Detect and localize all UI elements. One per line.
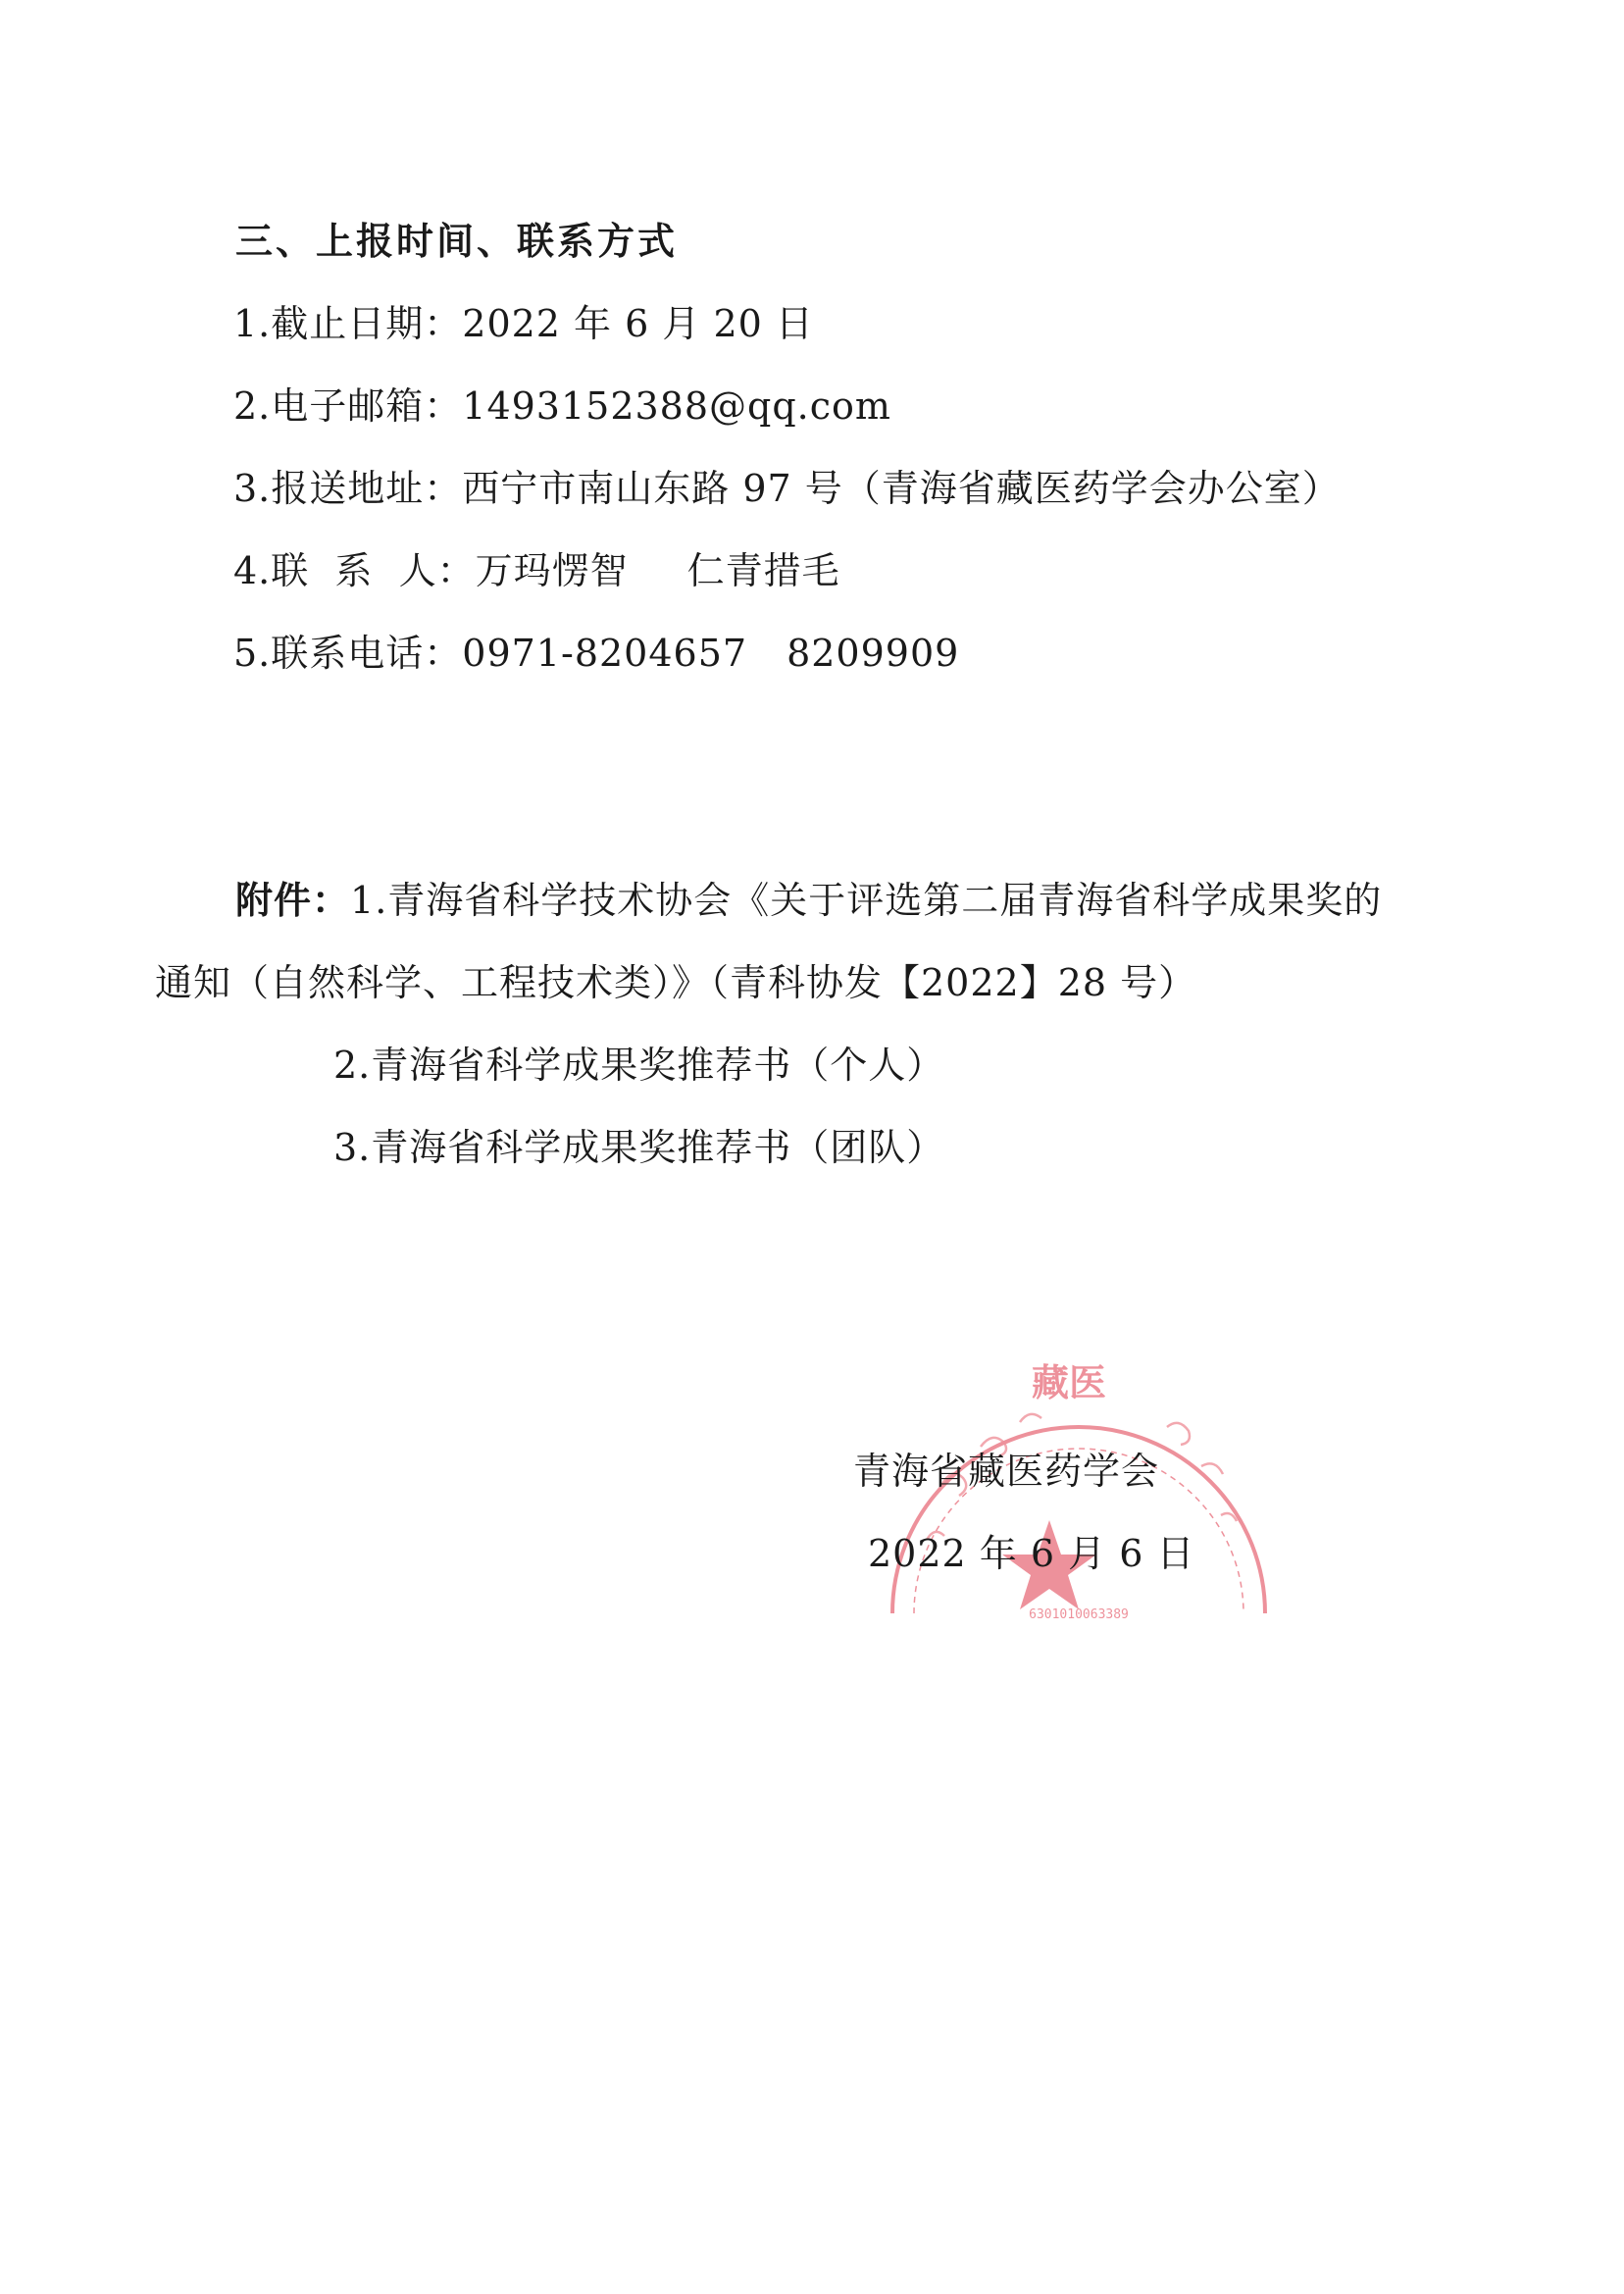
contact-value-secondary: 仁青措毛 [686, 549, 840, 592]
attachment-item-1-cont: 通知（自然科学、工程技术类）》（青科协发【2022】28 号） [155, 961, 1197, 1004]
contact-value: 0971-8204657 [462, 632, 748, 675]
contact-value: 万玛愣智 [475, 549, 629, 592]
attachments-label: 附件： [235, 878, 351, 922]
contact-label: 1.截止日期： [233, 302, 463, 345]
attachment-text: 1.青海省科学技术协会《关于评选第二届青海省科学成果奖的 [350, 879, 1383, 922]
attachment-item-2: 2.青海省科学成果奖推荐书（个人） [333, 1044, 945, 1087]
contact-email [233, 382, 891, 430]
contact-address [233, 465, 1341, 512]
contact-value: 1493152388@qq.com [462, 384, 891, 428]
attachment-item-3: 3.青海省科学成果奖推荐书（团队） [333, 1126, 945, 1169]
attachment-item-1 [235, 877, 1382, 924]
contact-value-secondary: 8209909 [787, 632, 960, 675]
seal-serial: 6301010063389 [1029, 1607, 1129, 1622]
contact-label: 4.联 系 人： [233, 549, 476, 592]
signature-organization: 青海省藏医药学会 [853, 1450, 1160, 1493]
contact-value: 西宁市南山东路 97 号（青海省藏医药学会办公室） [462, 467, 1341, 510]
seal-text: 藏医 [1031, 1360, 1107, 1404]
contact-label: 3.报送地址： [233, 467, 463, 510]
contact-phone [233, 630, 959, 677]
signature-date: 2022 年 6 月 6 日 [868, 1532, 1195, 1575]
contact-deadline [233, 300, 814, 347]
contact-persons [233, 547, 840, 594]
contact-value: 2022 年 6 月 20 日 [462, 302, 814, 345]
contact-label: 5.联系电话： [233, 632, 463, 675]
contact-label: 2.电子邮箱： [233, 384, 463, 428]
section-heading: 三、上报时间、联系方式 [235, 219, 679, 263]
